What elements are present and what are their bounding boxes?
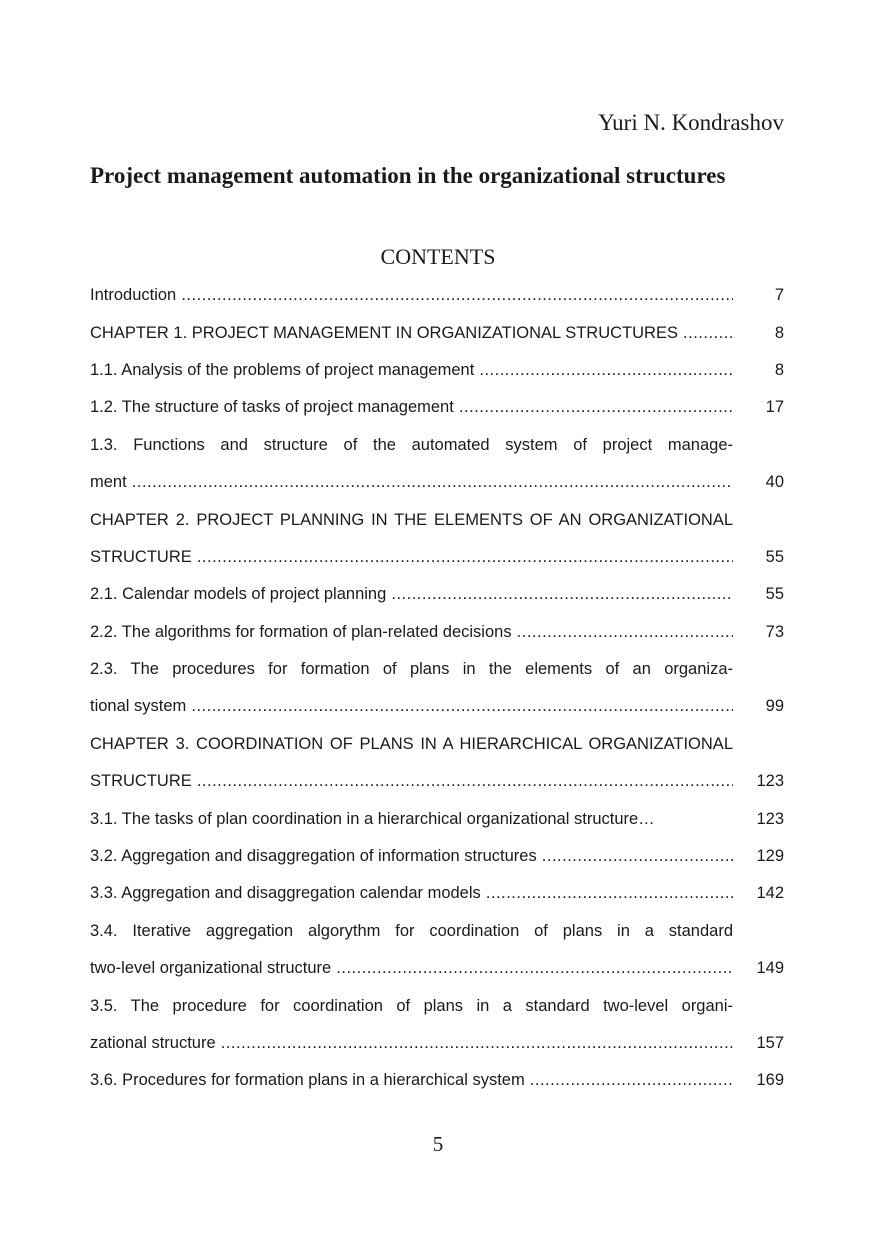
toc-entry-title: 2.3. The procedures for formation of plans in the elements of an organiza-	[90, 660, 733, 679]
toc-entry-page: 55	[765, 547, 784, 566]
toc-entry-3-5-continued[interactable]	[90, 1025, 784, 1062]
toc-entry-3-4-continued[interactable]	[90, 950, 784, 987]
toc-entry-page: 129	[756, 847, 784, 866]
toc-entry-title: CHAPTER 1. PROJECT MANAGEMENT IN ORGANIZATIONAL STRUCTURES .....	[90, 324, 733, 343]
toc-entry-3-2[interactable]	[90, 838, 784, 875]
toc-entry-introduction[interactable]	[90, 277, 784, 314]
toc-entry-chapter-2[interactable]	[90, 501, 784, 538]
toc-entry-chapter-2-continued[interactable]	[90, 539, 784, 576]
toc-entry-2-2[interactable]	[90, 614, 784, 651]
toc-entry-title: CHAPTER 2. PROJECT PLANNING IN THE ELEMENTS OF AN ORGANIZATIONAL	[90, 510, 733, 529]
toc-entry-title: 3.4. Iterative aggregation algorythm for coordination of plans in a standard	[90, 921, 733, 940]
toc-entry-page: 123	[756, 809, 784, 828]
toc-entry-title-continued: ment .....	[90, 473, 733, 492]
toc-entry-title: 1.1. Analysis of the problems of project management .....	[90, 361, 733, 380]
toc-entry-page: 142	[756, 884, 784, 903]
toc-entry-title: 3.1. The tasks of plan coordination in a hierarchical organizational structure…	[90, 809, 655, 828]
toc-entry-page: 149	[756, 959, 784, 978]
toc-entry-title: 1.3. Functions and structure of the automated system of project manage-	[90, 435, 733, 454]
toc-entry-1-3[interactable]	[90, 427, 784, 464]
toc-entry-1-1[interactable]	[90, 352, 784, 389]
toc-entry-1-2[interactable]	[90, 389, 784, 426]
toc-entry-3-4[interactable]	[90, 913, 784, 950]
toc-entry-page: 8	[774, 360, 784, 379]
toc-entry-title: 1.2. The structure of tasks of project management .....	[90, 398, 733, 417]
toc-entry-2-1[interactable]	[90, 576, 784, 613]
toc-entry-3-5[interactable]	[90, 987, 784, 1024]
toc-entry-page: 40	[765, 473, 784, 492]
toc-entry-title: Introduction .....	[90, 286, 733, 305]
toc-entry-chapter-1[interactable]	[90, 314, 784, 351]
toc-entry-3-6[interactable]	[90, 1062, 784, 1099]
toc-entry-title-continued: zational structure .....	[90, 1034, 733, 1053]
toc-entry-title-continued: STRUCTURE .....	[90, 772, 733, 791]
toc-entry-title: 3.6. Procedures for formation plans in a hierarchical system .....	[90, 1071, 733, 1090]
toc-entry-title-continued: tional system .....	[90, 697, 733, 716]
toc-entry-page: 123	[756, 772, 784, 791]
table-of-contents	[90, 277, 784, 1100]
toc-entry-page: 7	[774, 286, 784, 305]
toc-entry-title: 3.3. Aggregation and disaggregation calendar models .....	[90, 884, 733, 903]
toc-entry-3-1[interactable]	[90, 800, 784, 837]
toc-entry-2-3[interactable]	[90, 651, 784, 688]
toc-entry-title: 3.2. Aggregation and disaggregation of information structures .....	[90, 847, 733, 866]
toc-entry-page: 55	[765, 585, 784, 604]
book-title: Project management automation in the organizational structures	[90, 163, 726, 188]
toc-entry-page: 99	[765, 697, 784, 716]
toc-entry-page: 73	[765, 622, 784, 641]
toc-entry-page: 17	[765, 398, 784, 417]
toc-entry-title: CHAPTER 3. COORDINATION OF PLANS IN A HIERARCHICAL ORGANIZATIONAL	[90, 734, 733, 753]
contents-heading: CONTENTS	[380, 244, 496, 269]
page-number: 5	[432, 1132, 444, 1156]
toc-entry-page: 8	[774, 323, 784, 342]
toc-entry-title: 3.5. The procedure for coordination of plans in a standard two-level organi-	[90, 996, 733, 1015]
toc-entry-chapter-3-continued[interactable]	[90, 763, 784, 800]
toc-entry-2-3-continued[interactable]	[90, 688, 784, 725]
author-name: Yuri N. Kondrashov	[598, 110, 784, 135]
toc-entry-title: 2.2. The algorithms for formation of plan-related decisions .....	[90, 623, 733, 642]
toc-entry-1-3-continued[interactable]	[90, 464, 784, 501]
toc-entry-3-3[interactable]	[90, 875, 784, 912]
toc-entry-page: 169	[756, 1071, 784, 1090]
toc-entry-title: 2.1. Calendar models of project planning .....	[90, 585, 733, 604]
toc-entry-chapter-3[interactable]	[90, 726, 784, 763]
toc-entry-title-continued: two-level organizational structure .....	[90, 959, 733, 978]
toc-entry-title-continued: STRUCTURE .....	[90, 548, 733, 567]
toc-entry-page: 157	[756, 1034, 784, 1052]
